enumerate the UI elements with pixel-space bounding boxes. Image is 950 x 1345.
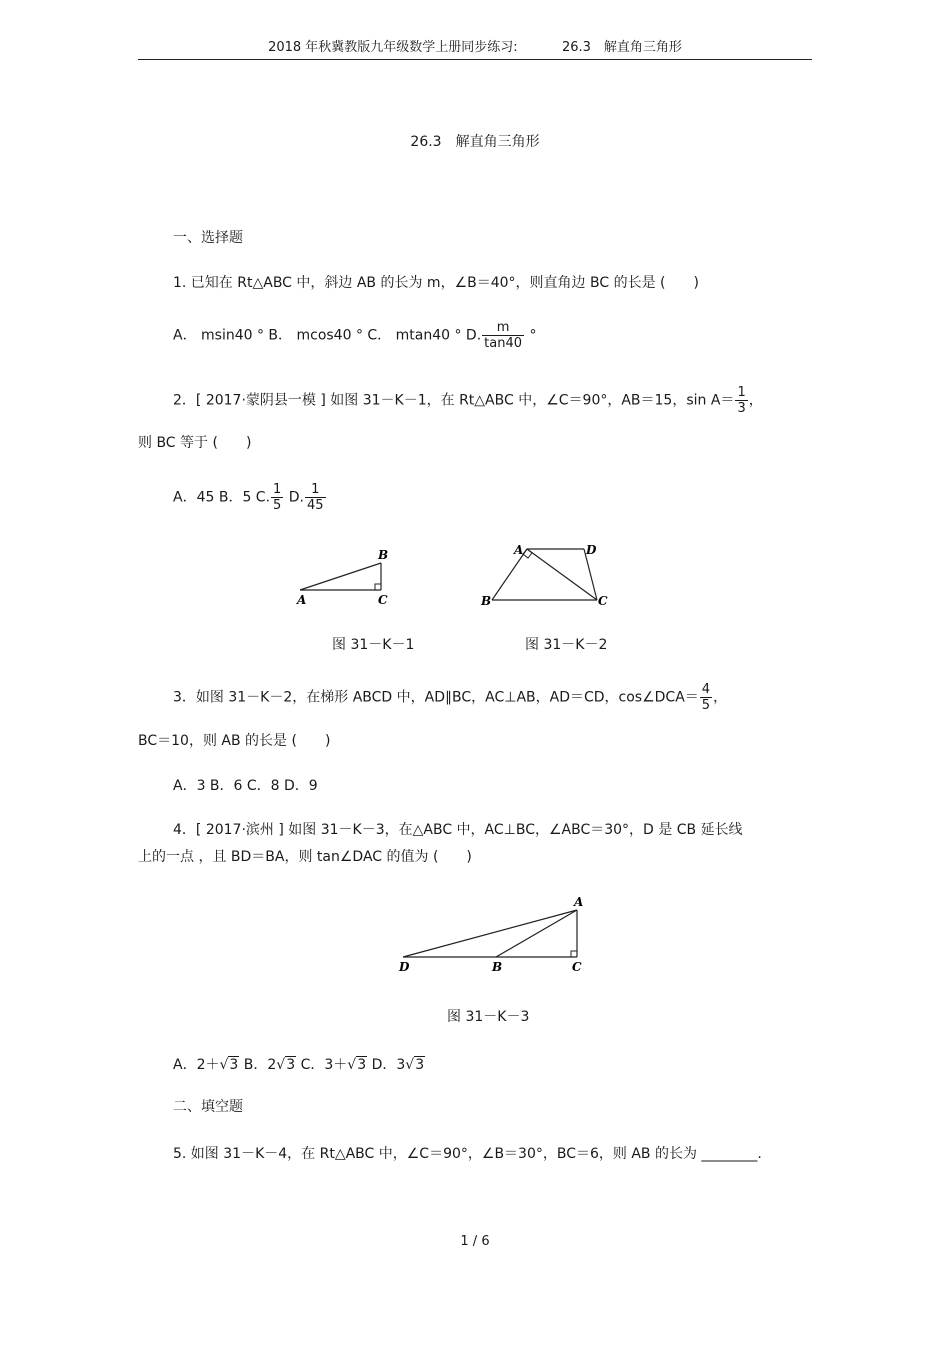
q3-prefix: 3．如图 31－K－2，在梯形 ABCD 中，AD∥BC，AC⊥AB，AD＝CD，cos∠DCA＝ [173,689,699,706]
q3-fraction [700,682,712,713]
fig3-label-d: D [399,960,410,974]
question-2-line2: 则 BC 等于 ( ) [138,435,252,451]
fig1-label-a: A [297,593,307,607]
question-2 [173,385,763,416]
q4-opt-a-sqrt: √3 [219,1057,239,1073]
q2-opt-d-num: 1 [311,482,320,497]
fig3-side-da [403,910,577,957]
question-1-options [173,320,536,351]
q4-opt-b: B．2 [239,1057,277,1073]
fig2-label-c: C [598,594,608,608]
q4-opt-a-rad: 3 [229,1057,239,1073]
figure-31-k-3 [396,893,596,983]
fig2-label-a: A [514,543,524,557]
q2-opt-ab: A．45 B．5 C. [173,489,271,506]
q2-prefix: 2．[ 2017·蒙阴县一模 ] 如图 31－K－1，在 Rt△ABC 中，∠C＝90°，AB＝15，sin A＝ [173,392,735,409]
q3-frac-num: 4 [701,682,711,697]
q4-opt-c-sqrt: √3 [347,1057,367,1073]
q4-opt-c-rad: 3 [357,1057,367,1073]
fig3-side-ba [496,910,577,957]
q2-opt-d-fraction [305,482,326,513]
question-5: 5. 如图 31－K－4，在 Rt△ABC 中，∠C＝90°，∠B＝30°，BC＝6，则 AB 的长为 ________. [173,1146,762,1162]
page-number: 1 / 6 [460,1234,490,1249]
q2-opt-d: D. [284,489,304,506]
question-4: 4．[ 2017·滨州 ] 如图 31－K－3，在△ABC 中，AC⊥BC，∠ABC＝30°，D 是 CB 延长线 [173,822,743,838]
fig1-right-angle-mark [375,584,381,590]
q4-opt-c: C．3＋ [296,1057,348,1073]
q2-opt-c-den: 5 [273,498,282,513]
header-left: 2018 年秋冀教版九年级数学上册同步练习: [268,40,518,55]
fig2-label-b: B [481,594,492,608]
page-title: 26.3 解直角三角形 [410,134,540,150]
q4-opt-d-sqrt: √3 [405,1057,425,1073]
q2-frac-num: 1 [737,385,746,400]
q3-frac-den: 5 [701,698,711,713]
figure-31-k-1 [292,543,402,613]
header-rule [138,59,812,60]
fig3-label-b: B [492,960,503,974]
question-4-line2: 上的一点 ，且 BD＝BA，则 tan∠DAC 的值为 ( ) [138,849,472,865]
question-2-options [173,482,327,513]
header-right: 26.3 解直角三角形 [561,40,682,55]
figure-1-caption: 图 31－K－1 [332,637,415,653]
q4-opt-b-rad: 3 [286,1057,296,1073]
q2-fraction [735,385,747,416]
q2-opt-d-den: 45 [307,498,324,513]
fig3-right-angle-mark [571,951,577,957]
q1-frac-den: tan40 [484,336,523,351]
q4-opt-d: D．3 [367,1057,406,1073]
q2-suffix: ， [748,392,763,409]
q3-suffix: ， [713,689,728,706]
figure-3-caption: 图 31－K－3 [447,1009,530,1025]
q4-opt-d-rad: 3 [415,1057,425,1073]
section-fill-heading: 二、填空题 [173,1099,243,1115]
fig1-label-b: B [378,548,389,562]
q1-option-d-fraction [482,320,524,351]
q2-opt-c-num: 1 [273,482,282,497]
q1-tail: ° [525,327,537,344]
fig1-side-ab [300,563,381,590]
question-3-line2: BC＝10，则 AB 的长是 ( ) [138,733,331,749]
q4-opt-a: A．2＋ [173,1057,220,1073]
fig3-label-c: C [572,960,582,974]
section-choice-heading: 一、选择题 [173,230,243,246]
question-4-options [173,1054,425,1074]
question-1: 1. 已知在 Rt△ABC 中，斜边 AB 的长为 m，∠B＝40°，则直角边 BC 的长是 ( ) [173,275,699,291]
q1-frac-num: m [496,320,510,335]
question-3 [173,682,727,713]
fig2-label-d: D [586,543,597,557]
fig3-label-a: A [574,895,584,909]
q1-options-text: A． msin40 ° B． mcos40 ° C． mtan40 ° D. [173,327,482,344]
page-header [138,36,812,55]
fig1-label-c: C [378,593,388,607]
figure-2-caption: 图 31－K－2 [525,637,608,653]
figure-31-k-2 [478,540,618,612]
q2-opt-c-fraction [271,482,283,513]
q4-opt-b-sqrt: √3 [276,1057,296,1073]
question-3-options: A．3 B．6 C．8 D．9 [173,778,318,794]
q2-frac-den: 3 [737,401,746,416]
